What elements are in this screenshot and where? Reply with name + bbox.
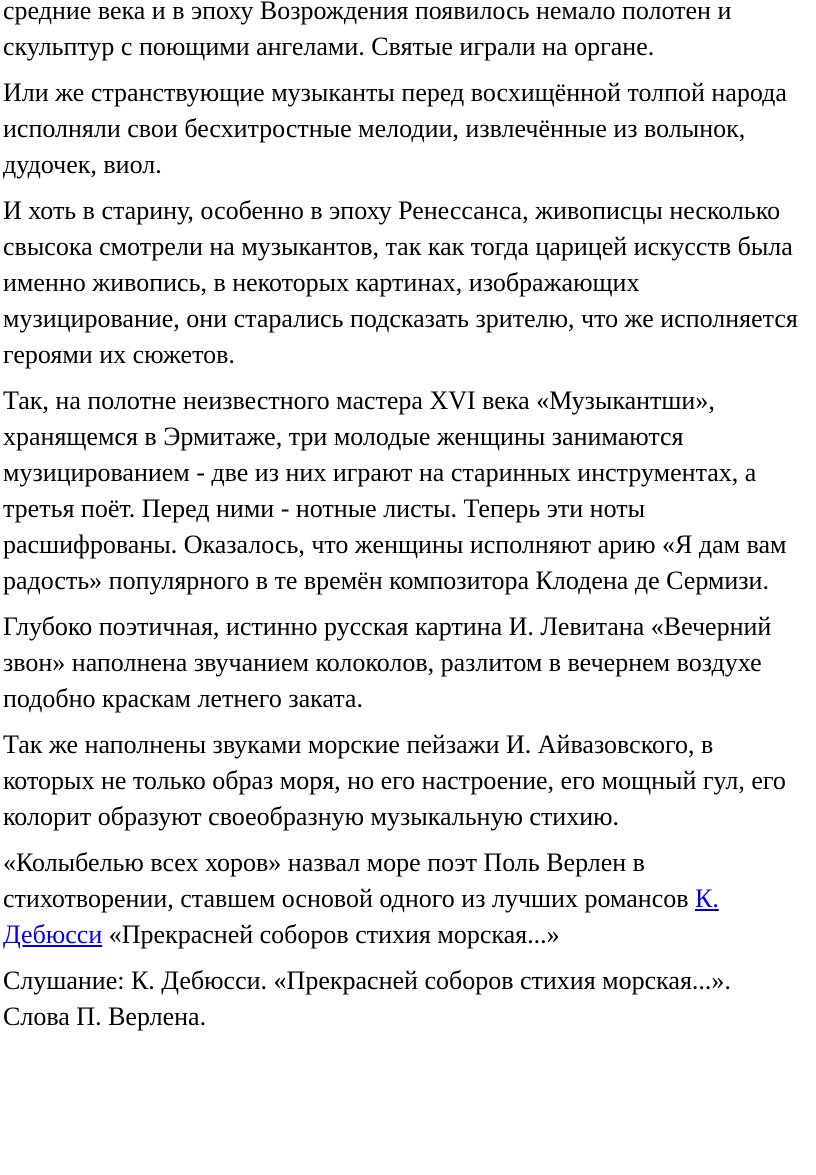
paragraph-aivazovsky: Так же наполнены звуками морские пейзажи И. Айвазовского, в которых не только образ моря, но его настроение, его мощный гул, его колорит образуют своеобразную музыкальную стихию. xyxy=(3,730,786,831)
paragraph-angels: средние века и в эпоху Возрождения появилось немало полотен и скульптур с поющими ангелами. Святые играли на органе. xyxy=(3,0,732,61)
paragraph-listening: Слушание: К. Дебюсси. «Прекрасней соборов стихия морская...». Слова П. Верлена. xyxy=(3,966,731,1031)
paragraph-verlaine-text-after: «Прекрасней соборов стихия морская...» xyxy=(102,920,560,949)
paragraph-verlaine-text-before: «Колыбелью всех хоров» назвал море поэт Поль Верлен в стихотворении, ставшем основой одного из лучших романсов xyxy=(3,848,696,913)
debussy-link[interactable]: К. Дебюсси xyxy=(3,884,719,949)
paragraph-musicians-painting: Так, на полотне неизвестного мастера XVI века «Музыкантши», хранящемся в Эрмитаже, три молодые женщины занимаются музицированием - две из них играют на старинных инструментах, а третья поёт. Перед ними - нотные листы. Теперь эти ноты расшифрованы. Оказалось, что женщины исполняют арию «Я дам вам радость» популярного в те времён композитора Клодена де Сермизи. xyxy=(3,386,787,595)
paragraph-verlaine xyxy=(3,845,802,953)
paragraph-wandering-musicians: Или же странствующие музыканты перед восхищённой толпой народа исполняли свои бесхитростные мелодии, извлечённые из волынок, дудочек, виол. xyxy=(3,78,787,179)
paragraph-renaissance-painters: И хоть в старину, особенно в эпоху Ренессанса, живописцы несколько свысока смотрели на музыкантов, так как тогда царицей искусств была именно живопись, в некоторых картинах, изображающих музицирование, они старались подсказать зрителю, что же исполняется героями их сюжетов. xyxy=(3,196,798,369)
paragraph-levitan: Глубоко поэтичная, истинно русская картина И. Левитана «Вечерний звон» наполнена звучанием колоколов, разлитом в вечернем воздухе подобно краскам летнего заката. xyxy=(3,612,772,713)
